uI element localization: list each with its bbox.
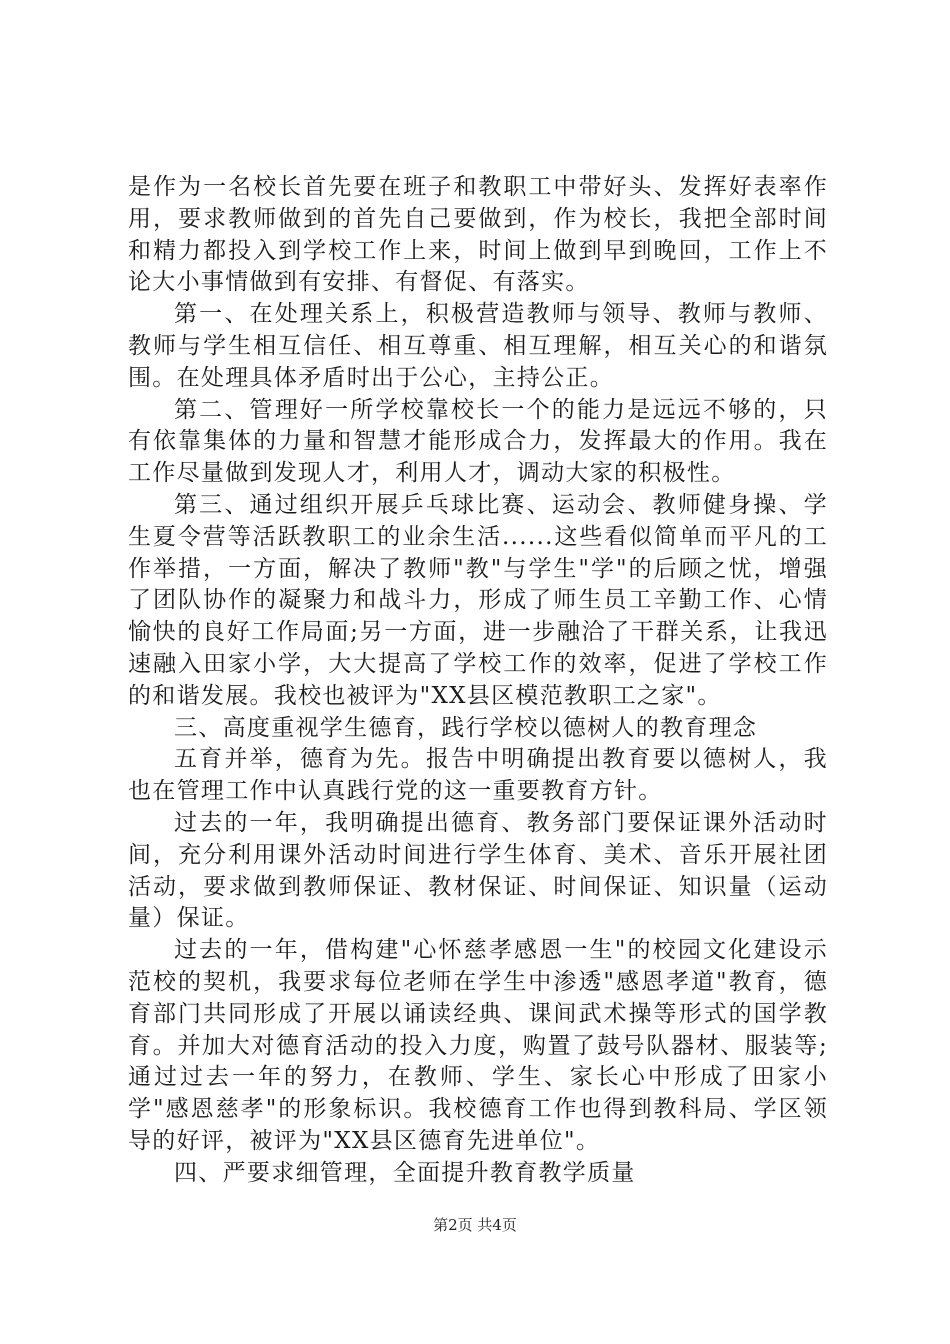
paragraph-activities: 第三、通过组织开展乒乓球比赛、运动会、教师健身操、学生夏令营等活跃教职工的业余生活......这些看似简单而平凡的工作举措，一方面，解决了教师"教"与学生"学"的后顾之忧，增强了团队协作的凝聚力和战斗力，形成了师生员工辛勤工作、心情愉快的良好工作局面;另一方面，进一步融洽了干群关系，让我迅速融入田家小学，大大提高了学校工作的效率，促进了学校工作的和谐发展。我校也被评为"XX县区模范教职工之家"。 bbox=[128, 491, 828, 709]
paragraph-collective: 第二、管理好一所学校靠校长一个的能力是远远不够的，只有依靠集体的力量和智慧才能形成合力，发挥最大的作用。我在工作尽量做到发现人才，利用人才，调动大家的积极性。 bbox=[128, 396, 828, 487]
paragraph-extracurricular: 过去的一年，我明确提出德育、教务部门要保证课外活动时间，充分利用课外活动时间进行学生体育、美术、音乐开展社团活动，要求做到教师保证、教材保证、时间保证、知识量（运动量）保证。 bbox=[128, 809, 828, 932]
document-body bbox=[128, 172, 828, 1190]
paragraph-culture: 过去的一年，借构建"心怀慈孝感恩一生"的校园文化建设示范校的契机，我要求每位老师在学生中渗透"感恩孝道"教育，德育部门共同形成了开展以诵读经典、课间武术操等形式的国学教育。并加大对德育活动的投入力度，购置了鼓号队器材、服装等;通过过去一年的努力，在教师、学生、家长心中形成了田家小学"感恩慈孝"的形象标识。我校德育工作也得到教科局、学区领导的好评，被评为"XX县区德育先进单位"。 bbox=[128, 937, 828, 1154]
section-heading-moral-education: 三、高度重视学生德育，践行学校以德树人的教育理念 bbox=[174, 714, 758, 741]
paragraph-five-education: 五育并举，德育为先。报告中明确提出教育要以德树人，我也在管理工作中认真践行党的这一重要教育方针。 bbox=[128, 746, 828, 805]
section-heading-management: 四、严要求细管理，全面提升教育教学质量 bbox=[174, 1159, 636, 1186]
paragraph-continuation: 是作为一名校长首先要在班子和教职工中带好头、发挥好表率作用，要求教师做到的首先自己要做到，作为校长，我把全部时间和精力都投入到学校工作上来，时间上做到早到晚回，工作上不论大小事情做到有安排、有督促、有落实。 bbox=[128, 174, 828, 296]
page-footer bbox=[0, 1214, 950, 1235]
page-number-label: 第2页 共4页 bbox=[433, 1216, 517, 1234]
paragraph-relations: 第一、在处理关系上，积极营造教师与领导、教师与教师、教师与学生相互信任、相互尊重、相互理解，相互关心的和谐氛围。在处理具体矛盾时出于公心，主持公正。 bbox=[128, 301, 828, 391]
